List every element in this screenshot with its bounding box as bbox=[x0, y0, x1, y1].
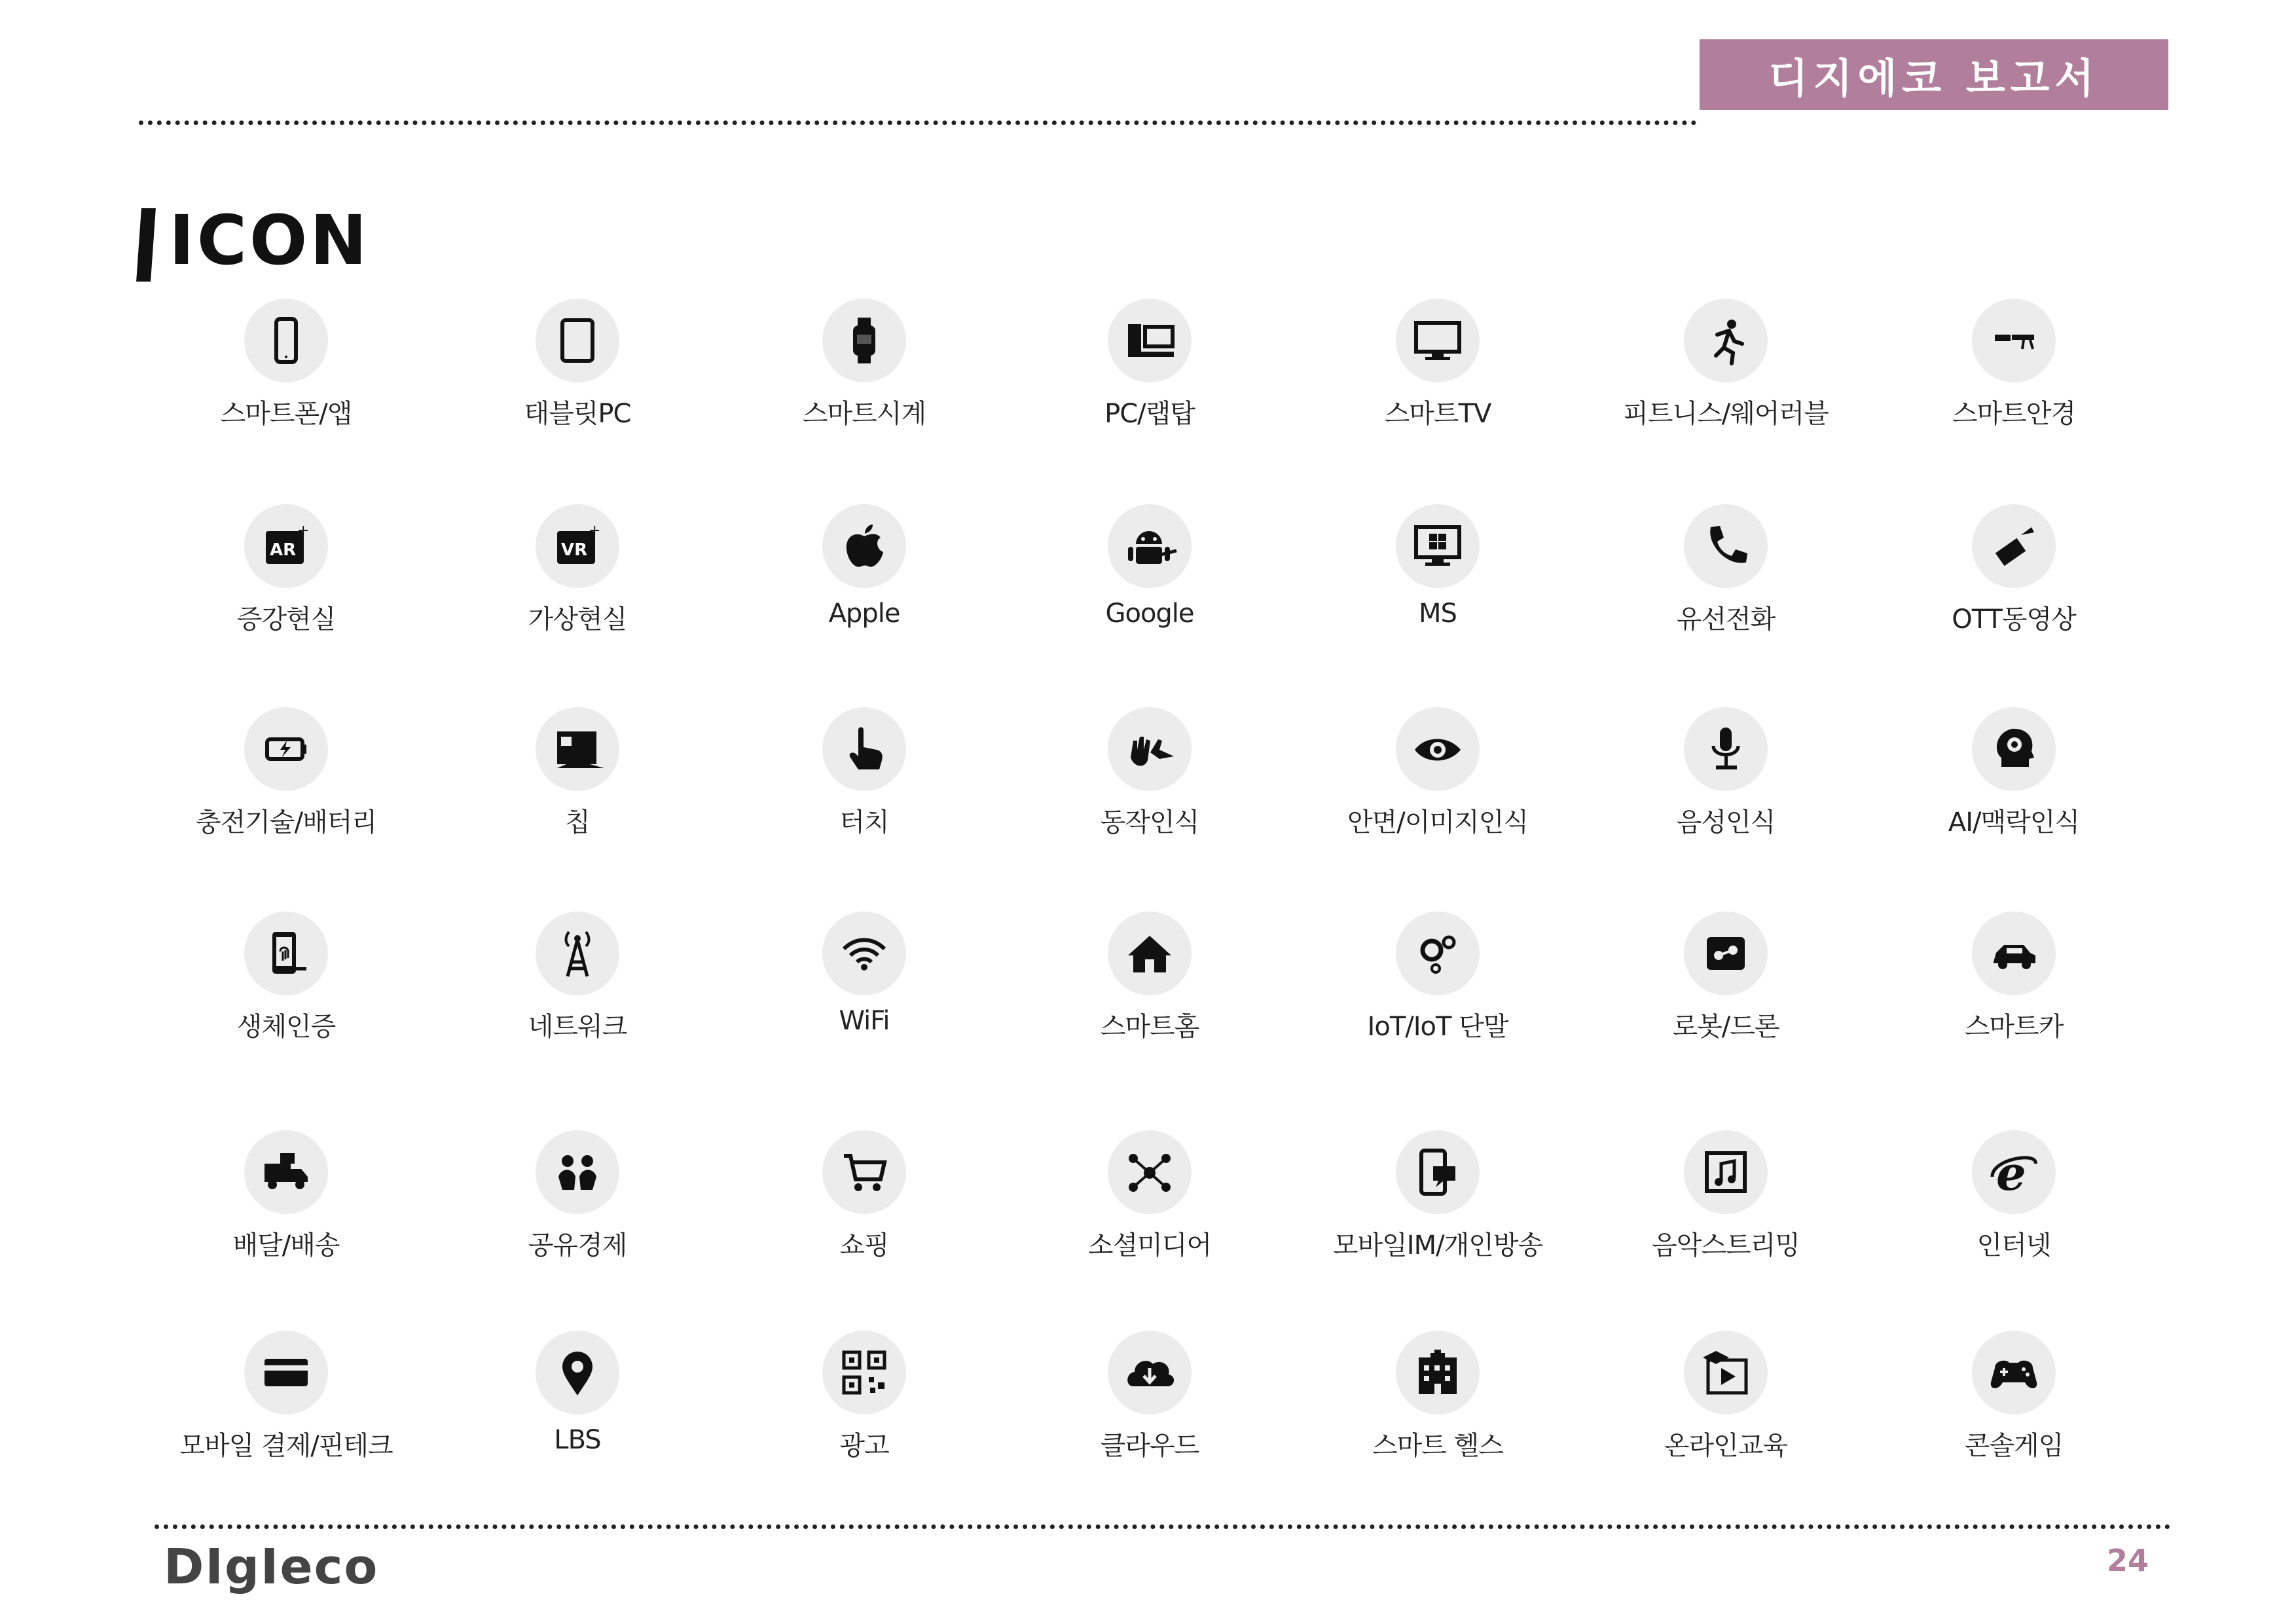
icon-label: 생체인증 bbox=[236, 1012, 336, 1042]
icon-tile bbox=[149, 707, 424, 871]
report-badge-text: 디지에코 보고서 bbox=[1768, 54, 2100, 102]
icon-tile bbox=[440, 504, 715, 668]
icon-tile bbox=[727, 1331, 1002, 1494]
delivery-truck-icon bbox=[244, 1130, 328, 1214]
digieco-logo: DIgIeco bbox=[164, 1539, 379, 1595]
icon-tile bbox=[1588, 1331, 1863, 1494]
wifi-icon bbox=[822, 912, 906, 995]
icon-label: 광고 bbox=[839, 1431, 889, 1461]
icon-label: IoT/IoT 단말 bbox=[1367, 1012, 1508, 1042]
icon-tile bbox=[727, 504, 1002, 668]
icon-tile bbox=[727, 1130, 1002, 1294]
icon-label: 안면/이미지인식 bbox=[1347, 807, 1528, 838]
icon-tile bbox=[1588, 299, 1863, 462]
fitness-runner-icon bbox=[1684, 299, 1768, 382]
icon-tile bbox=[1012, 299, 1287, 462]
icon-tile bbox=[1012, 707, 1287, 871]
icon-label: 스마트카 bbox=[1964, 1012, 2064, 1042]
icon-label: 음성인식 bbox=[1676, 807, 1776, 838]
icon-label: 스마트시계 bbox=[802, 399, 926, 429]
icon-tile bbox=[440, 1130, 715, 1294]
icon-tile bbox=[1876, 299, 2151, 462]
icon-label: 온라인교육 bbox=[1664, 1431, 1788, 1461]
icon-label: 유선전화 bbox=[1676, 604, 1776, 635]
icon-tile bbox=[1300, 707, 1575, 871]
icon-label: LBS bbox=[554, 1425, 601, 1455]
icon-tile bbox=[149, 504, 424, 668]
iot-gears-icon bbox=[1396, 912, 1480, 995]
icon-label: 공유경제 bbox=[528, 1230, 627, 1261]
icon-label: OTT동영상 bbox=[1952, 604, 2076, 635]
motion-hands-icon bbox=[1108, 707, 1192, 791]
icon-label: 콘솔게임 bbox=[1964, 1431, 2064, 1461]
cloud-download-icon bbox=[1108, 1331, 1192, 1414]
touch-hand-icon bbox=[822, 707, 906, 791]
robot-drone-icon bbox=[1684, 912, 1768, 995]
sharing-people-icon bbox=[536, 1130, 619, 1214]
smart-home-icon bbox=[1108, 912, 1192, 995]
microphone-icon bbox=[1684, 707, 1768, 791]
icon-tile bbox=[1300, 299, 1575, 462]
icon-label: 가상현실 bbox=[528, 604, 627, 635]
svg-text:+: + bbox=[589, 523, 601, 539]
icon-tile bbox=[1300, 912, 1575, 1075]
icon-tile bbox=[149, 1130, 424, 1294]
icon-tile bbox=[727, 299, 1002, 462]
icon-label: WiFi bbox=[839, 1006, 890, 1036]
fingerprint-phone-icon bbox=[244, 912, 328, 995]
icon-tile bbox=[149, 912, 424, 1075]
icon-tile bbox=[149, 1331, 424, 1494]
tablet-icon bbox=[536, 299, 619, 382]
icon-label: 네트워크 bbox=[528, 1012, 627, 1042]
windows-monitor-icon bbox=[1396, 504, 1480, 588]
icon-label: Google bbox=[1105, 599, 1194, 629]
battery-charging-icon bbox=[244, 707, 328, 791]
icon-label: 스마트TV bbox=[1384, 399, 1491, 429]
vr-icon bbox=[536, 504, 619, 588]
icon-label: 음악스트리밍 bbox=[1652, 1230, 1800, 1261]
eye-icon bbox=[1396, 707, 1480, 791]
icon-tile bbox=[1588, 1130, 1863, 1294]
icon-tile bbox=[1588, 504, 1863, 668]
music-note-icon bbox=[1684, 1130, 1768, 1214]
pc-laptop-icon bbox=[1108, 299, 1192, 382]
smartwatch-icon bbox=[822, 299, 906, 382]
phone-handset-icon bbox=[1684, 504, 1768, 588]
icon-label: AI/맥락인식 bbox=[1948, 807, 2080, 838]
antenna-tower-icon bbox=[536, 912, 619, 995]
icon-label: 스마트안경 bbox=[1952, 399, 2076, 429]
svg-text:+: + bbox=[297, 523, 310, 539]
qr-code-icon bbox=[822, 1331, 906, 1414]
icon-tile bbox=[727, 707, 1002, 871]
icon-tile bbox=[440, 707, 715, 871]
car-icon bbox=[1972, 912, 2056, 995]
online-education-icon bbox=[1684, 1331, 1768, 1414]
smart-glasses-icon bbox=[1972, 299, 2056, 382]
location-pin-icon bbox=[536, 1331, 619, 1414]
icon-tile bbox=[1876, 504, 2151, 668]
icon-label: 터치 bbox=[839, 807, 889, 838]
icon-tile bbox=[1012, 912, 1287, 1075]
social-network-icon bbox=[1108, 1130, 1192, 1214]
icon-label: 쇼핑 bbox=[839, 1230, 889, 1261]
section-title: ICON bbox=[169, 200, 370, 280]
icon-label: 스마트홈 bbox=[1100, 1012, 1199, 1042]
icon-label: PC/랩탑 bbox=[1104, 399, 1195, 429]
bottom-dotted-rule bbox=[155, 1524, 2171, 1529]
icon-label: 소셜미디어 bbox=[1087, 1230, 1212, 1261]
smartphone-icon bbox=[244, 299, 328, 382]
icon-tile bbox=[149, 299, 424, 462]
apple-icon bbox=[822, 504, 906, 588]
icon-tile bbox=[1300, 1130, 1575, 1294]
icon-tile bbox=[1012, 1130, 1287, 1294]
icon-tile bbox=[1012, 1331, 1287, 1494]
credit-card-icon bbox=[244, 1331, 328, 1414]
icon-tile bbox=[1876, 912, 2151, 1075]
svg-text:AR: AR bbox=[270, 540, 297, 560]
icon-label: 스마트폰/앱 bbox=[220, 399, 352, 429]
icon-tile bbox=[1876, 707, 2151, 871]
icon-label: 모바일 결제/핀테크 bbox=[179, 1431, 393, 1461]
ar-icon bbox=[244, 504, 328, 588]
icon-label: 칩 bbox=[565, 807, 590, 838]
icon-tile bbox=[1300, 504, 1575, 668]
icon-label: 스마트 헬스 bbox=[1372, 1431, 1503, 1461]
icon-label: MS bbox=[1419, 599, 1457, 629]
ott-video-icon bbox=[1972, 504, 2056, 588]
icon-tile bbox=[1300, 1331, 1575, 1494]
icon-tile bbox=[1012, 504, 1287, 668]
icon-tile bbox=[440, 1331, 715, 1494]
icon-tile bbox=[1876, 1130, 2151, 1294]
icon-tile bbox=[1588, 912, 1863, 1075]
icon-label: 모바일IM/개인방송 bbox=[1332, 1230, 1543, 1261]
chip-icon bbox=[536, 707, 619, 791]
game-controller-icon bbox=[1972, 1331, 2056, 1414]
svg-text:e: e bbox=[1996, 1145, 2026, 1200]
icon-label: 배달/배송 bbox=[232, 1230, 340, 1261]
svg-text:VR: VR bbox=[561, 540, 588, 560]
icon-label: 로봇/드론 bbox=[1672, 1012, 1779, 1042]
smart-tv-icon bbox=[1396, 299, 1480, 382]
mobile-chat-icon bbox=[1396, 1130, 1480, 1214]
shopping-cart-icon bbox=[822, 1130, 906, 1214]
ai-head-gear-icon bbox=[1972, 707, 2056, 791]
page-number: 24 bbox=[2107, 1543, 2149, 1578]
icon-tile bbox=[727, 912, 1002, 1075]
icon-label: 동작인식 bbox=[1100, 807, 1199, 838]
internet-explorer-icon bbox=[1972, 1130, 2056, 1214]
android-icon bbox=[1108, 504, 1192, 588]
icon-label: 충전기술/배터리 bbox=[196, 807, 376, 838]
icon-tile bbox=[1588, 707, 1863, 871]
icon-label: 태블릿PC bbox=[524, 399, 631, 429]
icon-label: Apple bbox=[828, 599, 900, 629]
icon-label: 인터넷 bbox=[1977, 1230, 2051, 1261]
icon-label: 클라우드 bbox=[1100, 1431, 1199, 1461]
hospital-icon bbox=[1396, 1331, 1480, 1414]
icon-tile bbox=[1876, 1331, 2151, 1494]
icon-label: 피트니스/웨어러블 bbox=[1623, 399, 1829, 429]
icon-label: 증강현실 bbox=[236, 604, 336, 635]
icon-tile bbox=[440, 299, 715, 462]
icon-tile bbox=[440, 912, 715, 1075]
